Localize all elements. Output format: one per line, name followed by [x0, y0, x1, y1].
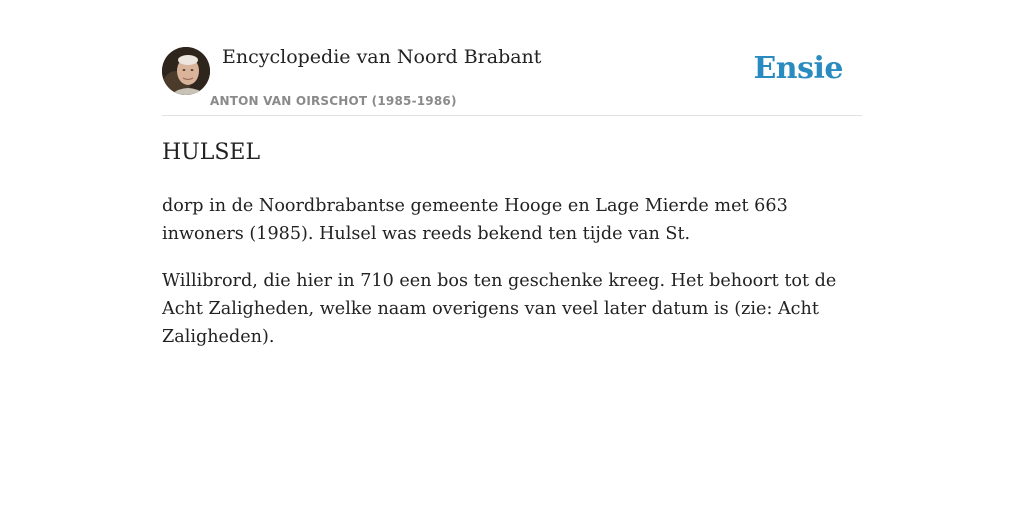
site-title[interactable]: Encyclopedie van Noord Brabant — [222, 46, 542, 68]
entry-paragraph: Willibrord, die hier in 710 een bos ten geschenke kreeg. Het behoort tot de Acht Zaligheden, welke naam overigens van veel later datum is (zie: Acht Zaligheden). — [162, 271, 837, 347]
author-name[interactable]: ANTON VAN OIRSCHOT (1985-1986) — [210, 94, 457, 108]
brand-logo[interactable]: Ensie — [753, 51, 843, 86]
entry-body — [162, 192, 862, 370]
author-avatar[interactable] — [162, 47, 210, 95]
header — [162, 0, 862, 116]
entry-title: HULSEL — [162, 140, 261, 165]
page — [162, 0, 862, 347]
entry-paragraph: dorp in de Noordbrabantse gemeente Hooge en Lage Mierde met 663 inwoners (1985). Hulsel was reeds bekend ten tijde van St. — [162, 196, 788, 244]
